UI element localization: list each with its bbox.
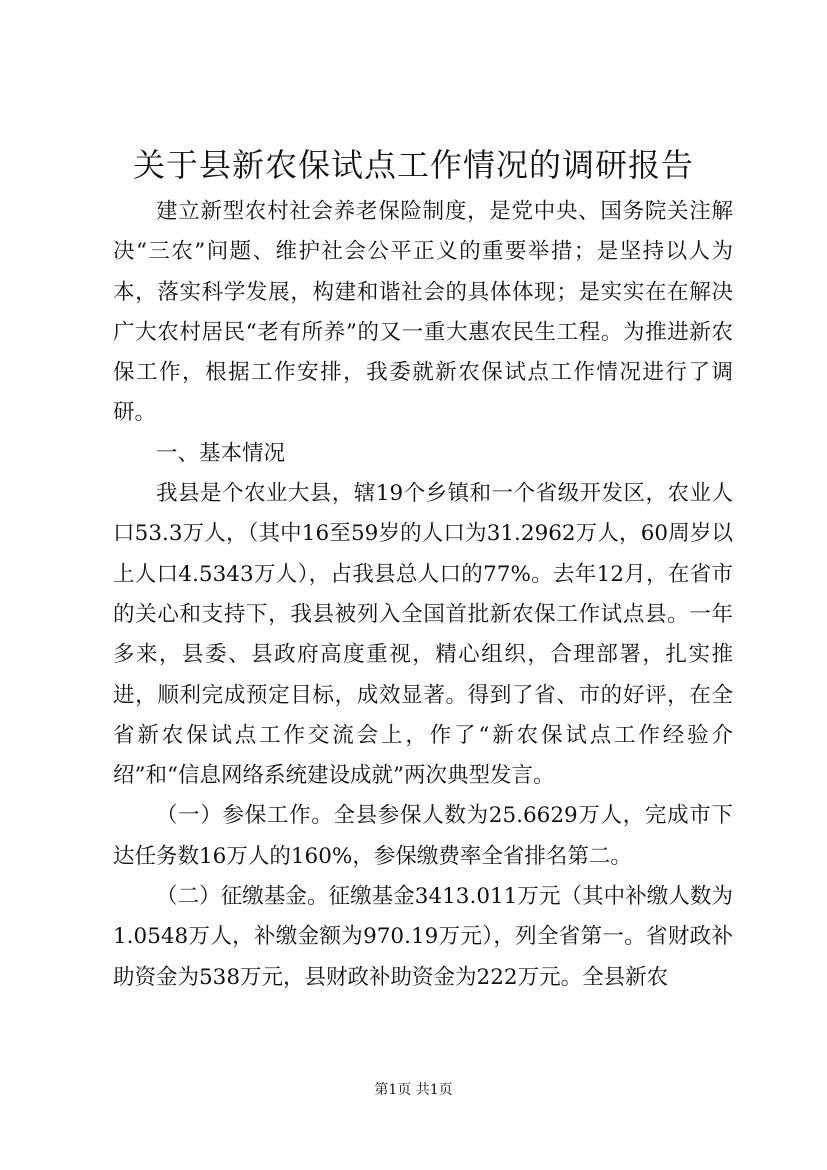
page-footer: 第1页 共1页 [374,1082,453,1098]
paragraph-fund-collection: （二）征缴基金。征缴基金3413.011万元（其中补缴人数为1.0548万人，补缴金额为970.19万元），列全省第一。省财政补助资金为538万元，县财政补助资金为222万元。全县新农 [113,884,733,990]
section-heading-basic-situation: 一、基本情况 [156,440,286,466]
paragraph-insurance-enrollment: （一）参保工作。全县参保人数为25.6629万人，完成市下达任务数16万人的160%，参保缴费率全省排名第二。 [113,803,733,869]
paragraph-county-overview: 我县是个农业大县，辖19个乡镇和一个省级开发区，农业人口53.3万人，（其中16至59岁的人口为31.2962万人，60周岁以上人口4.5343万人），占我县总人口的77%。去年12月，在省市的关心和支持下，我县被列入全国首批新农保工作试点县。一年多来，县委、县政府高度重视，精心组织，合理部署，扎实推进，顺利完成预定目标，成效显著。得到了省、市的好评，在全省新农保试点工作交流会上，作了“新农保试点工作经验介绍”和“信息网络系统建设成就”两次典型发言。 [113,481,733,789]
document-body [113,192,733,998]
paragraph-intro: 建立新型农村社会养老保险制度，是党中央、国务院关注解决“三农”问题、维护社会公平正义的重要举措；是坚持以人为本，落实科学发展，构建和谐社会的具体体现；是实实在在解决广大农村居民“老有所养”的又一重大惠农民生工程。为推进新农保工作，根据工作安排，我委就新农保试点工作情况进行了调研。 [113,199,733,426]
document-title: 关于县新农保试点工作情况的调研报告 [132,146,694,184]
